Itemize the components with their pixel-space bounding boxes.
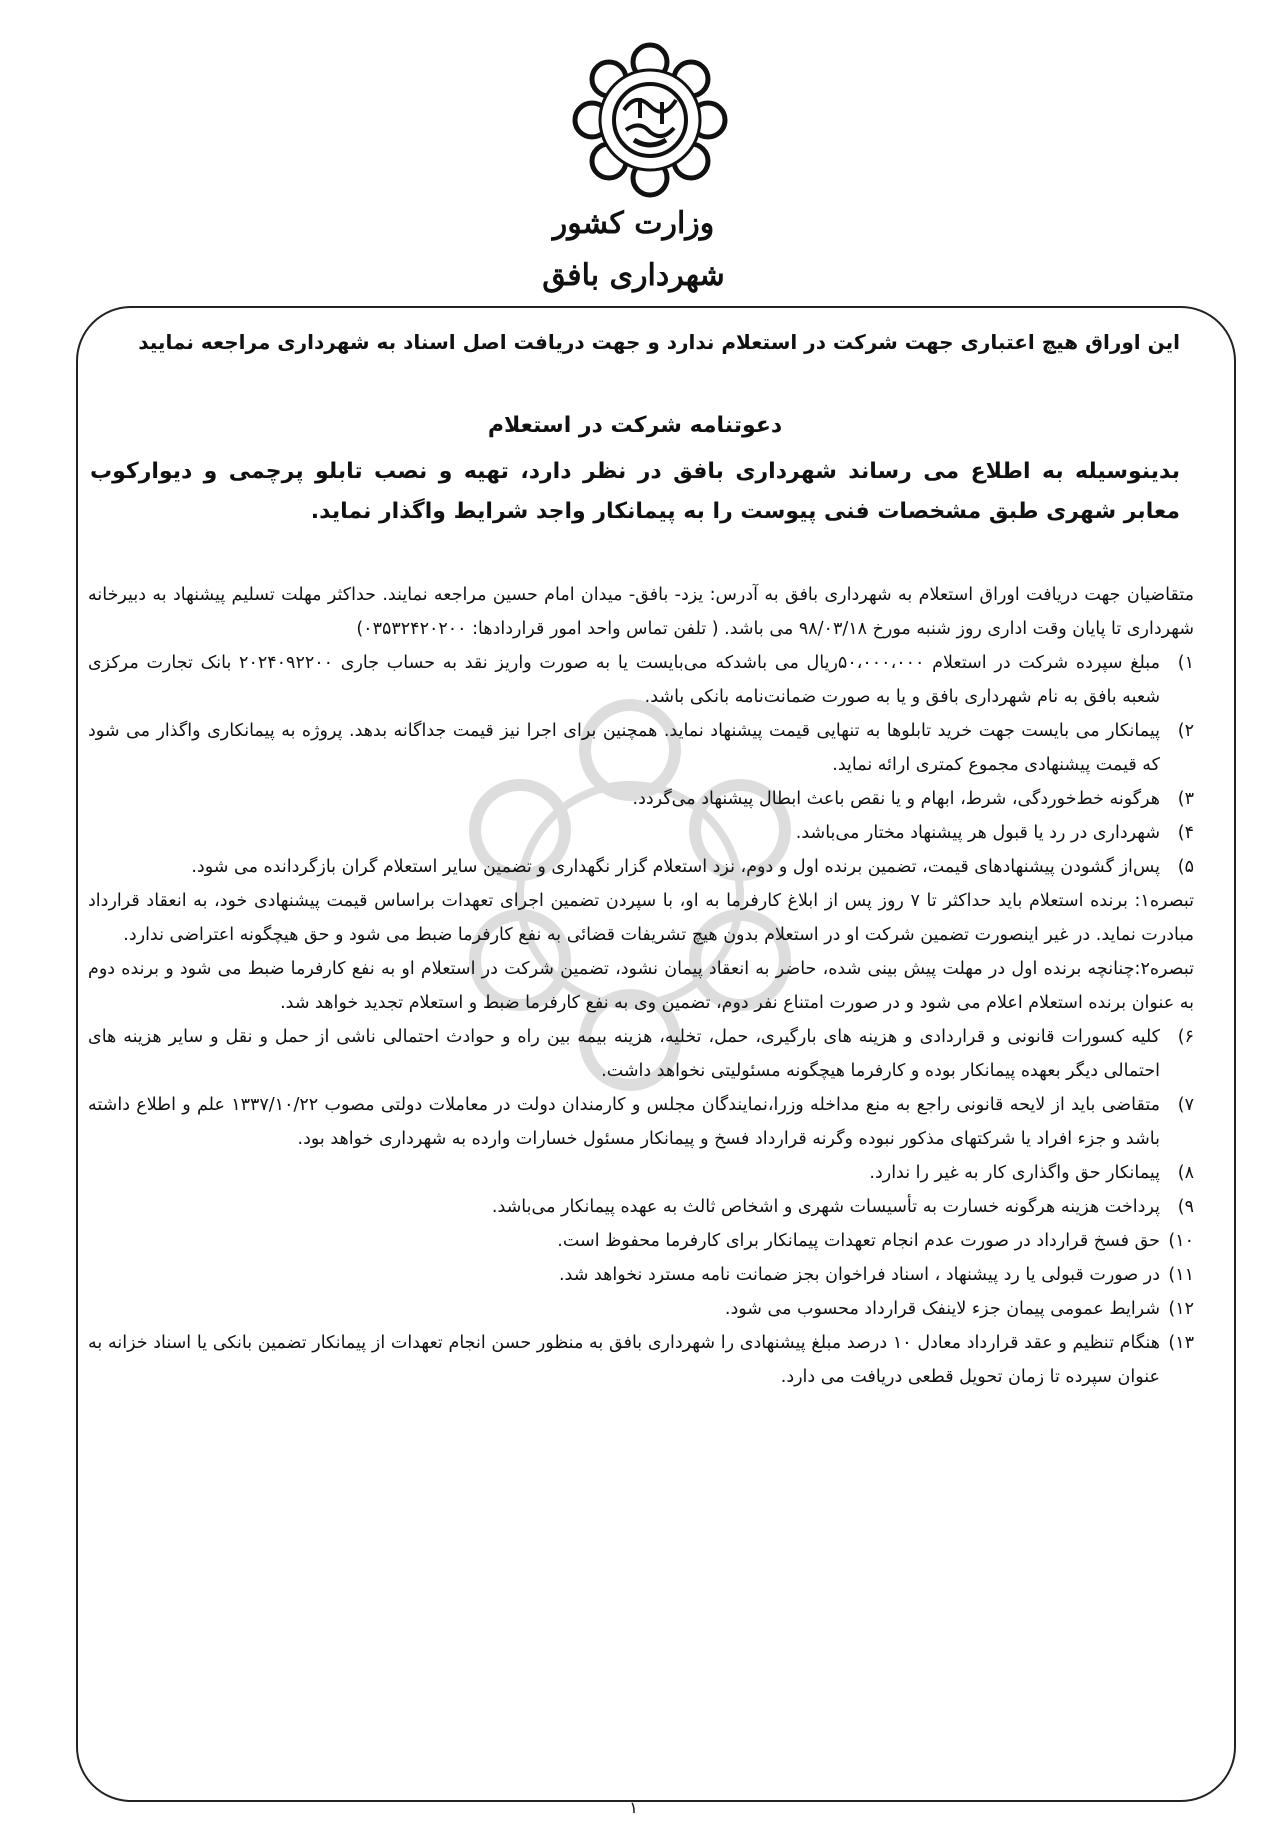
- municipality-name: شهرداری بافق: [542, 258, 725, 293]
- ministry-name: وزارت کشور: [552, 206, 715, 241]
- document-intro: بدینوسیله به اطلاع می رساند شهرداری بافق در نظر دارد، تهیه و نصب تابلو پرچمی و دیوارکوب معابر شهری طبق مشخصات فنی پیوست را به پیمانکار واجد شرایط واگذار نماید.: [90, 459, 1180, 524]
- municipality-emblem-icon: [570, 40, 730, 200]
- list-item: ۲) پیمانکار می بایست جهت خرید تابلوها به تنهایی قیمت پیشنهاد نماید. همچنین برای اجرا نیز قیمت جداگانه بدهد. پروژه به پیمانکاری واگذار می شود که قیمت پیشنهادی مجموع کمتری ارائه نماید.: [88, 721, 1194, 775]
- list-item: ۸) پیمانکار حق واگذاری کار به غیر را ندارد.: [869, 1163, 1194, 1183]
- list-item: ۱۲) شرایط عمومی پیمان جزء لاینفک قرارداد محسوب می شود.: [724, 1299, 1194, 1319]
- list-item: ۵) پس‌از گشودن پیشنهادهای قیمت، تضمین برنده اول و دوم، نزد استعلام گزار نگهداری و تضمین سایر استعلام گران بازگردانده می شود.: [191, 857, 1194, 877]
- list-item: ۳) هرگونه خط‌خوردگی، شرط، ابهام و یا نقص باعث ابطال پیشنهاد می‌گردد.: [632, 789, 1194, 809]
- list-item: ۷) متقاضی باید از لایحه قانونی راجع به منع مداخله وزرا،نمایندگان مجلس و کارمندان دولت در معاملات دولتی مصوب ۱۳۳۷/۱۰/۲۲ علم و اطلاع داشته باشد و جزء افراد یا شرکتهای مذکور نبوده وگرنه قرارداد فسخ و پیمانکار مسئول خسارات وارده به شهرداری خواهد بود.: [88, 1095, 1194, 1149]
- note-2: تبصره۲:چنانچه برنده اول در مهلت پیش بینی شده، حاضر به انعقاد پیمان نشود، تضمین شرکت در استعلام او به نفع کارفرما ضبط می شود و برنده دوم به عنوان برنده استعلام اعلام می شود و در صورت امتناع نفر دوم، تضمین وی به نفع کارفرما ضبط و استعلام تجدید خواهد شد.: [88, 959, 1194, 1013]
- list-item: ۴) شهرداری در رد یا قبول هر پیشنهاد مختار می‌باشد.: [795, 823, 1194, 843]
- address-paragraph: متقاضیان جهت دریافت اوراق استعلام به شهرداری بافق به آدرس: یزد- بافق- میدان امام حسین مراجعه نمایند. حداکثر مهلت تسلیم پیشنهاد به دبیرخانه شهرداری تا پایان وقت اداری روز شنبه مورخ ۹۸/۰۳/۱۸ می باشد. ( تلفن تماس واحد امور قراردادها: ۰۳۵۳۲۴۲۰۲۰۰): [88, 585, 1194, 639]
- page-number: ۱: [629, 1798, 638, 1817]
- document-title: دعوتنامه شرکت در استعلام: [487, 413, 783, 438]
- note-1: تبصره۱: برنده استعلام باید حداکثر تا ۷ روز پس از ابلاغ کارفرما به او، با سپردن تضمین اجرای تعهدات براساس قیمت پیشنهادی خود، به انعقاد قرارداد مبادرت نماید. در غیر اینصورت تضمین شرکت او در استعلام بدون هیچ تشریفات قضائی به نفع کارفرما ضبط می شود و حق هیچگونه اعتراضی ندارد.: [88, 891, 1194, 945]
- list-item: ۱) مبلغ سپرده شرکت در استعلام ۵۰،۰۰۰،۰۰۰ریال می باشدکه می‌بایست یا به صورت واریز نقد به حساب جاری ۲۰۲۴۰۹۲۲۰۰ بانک تجارت مرکزی شعبه بافق به نام شهرداری بافق و یا به صورت ضمانت‌نامه بانکی باشد.: [88, 653, 1194, 707]
- list-item: ۹) پرداخت هزینه هرگونه خسارت به تأسیسات شهری و اشخاص ثالث به عهده پیمانکار می‌باشد.: [491, 1197, 1194, 1217]
- list-item: ۶) کلیه کسورات قانونی و قراردادی و هزینه های بارگیری، حمل، تخلیه، هزینه بیمه بین راه و حوادث احتمالی ناشی از حمل و نقل و سایر هزینه های احتمالی دیگر بعهده پیمانکار بوده و کارفرما هیچگونه مسئولیتی نخواهد داشت.: [88, 1027, 1194, 1081]
- document-body: [88, 578, 1194, 1394]
- list-item: ۱۳) هنگام تنظیم و عقد قرارداد معادل ۱۰ درصد مبلغ پیشنهادی را شهرداری بافق به منظور حسن انجام تعهدات از پیمانکار تضمین بانکی یا اسناد خزانه به عنوان سپرده تا زمان تحویل قطعی دریافت می دارد.: [88, 1333, 1194, 1387]
- disclaimer-notice: این اوراق هیچ اعتباری جهت شرکت در استعلام ندارد و جهت دریافت اصل اسناد به شهرداری مراجعه نمایید: [138, 330, 1180, 354]
- list-item: ۱۱) در صورت قبولی یا رد پیشنهاد ، اسناد فراخوان بجز ضمانت نامه مسترد نخواهد شد.: [558, 1265, 1194, 1285]
- list-item: ۱۰) حق فسخ قرارداد در صورت عدم انجام تعهدات پیمانکار برای کارفرما محفوظ است.: [557, 1231, 1194, 1251]
